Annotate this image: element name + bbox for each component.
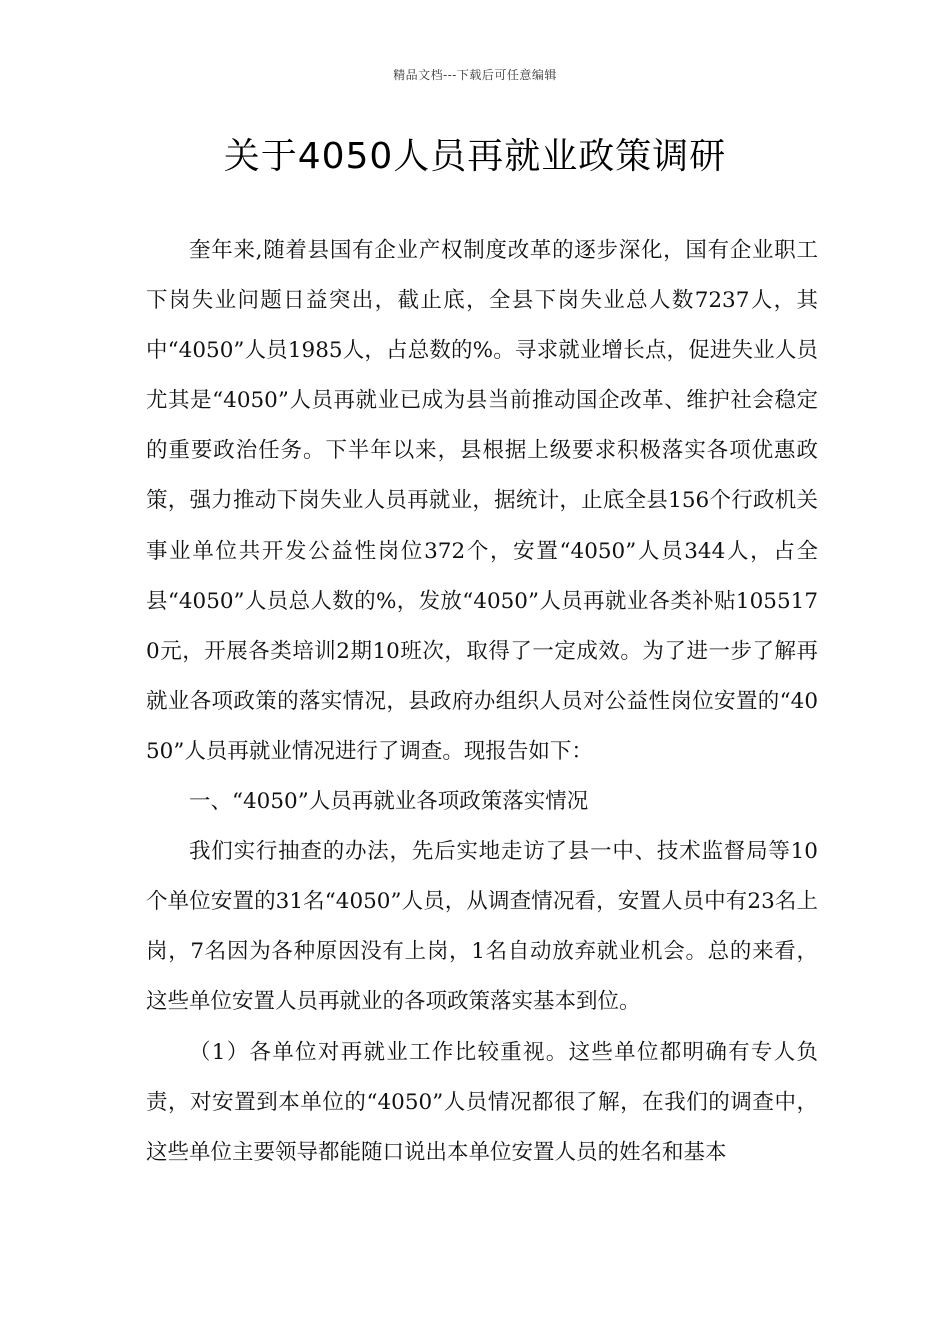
- paragraph-survey: 我们实行抽查的办法，先后实地走访了县一中、技术监督局等10个单位安置的31名“4050”人员，从调查情况看，安置人员中有23名上岗，7名因为各种原因没有上岗，1名自动放弃就业机会。总的来看，这些单位安置人员再就业的各项政策落实基本到位。: [146, 839, 818, 1015]
- document-title: 关于4050人员再就业政策调研: [223, 136, 727, 177]
- document-body: [146, 226, 818, 1178]
- paragraph-point-1: （1）各单位对再就业工作比较重视。这些单位都明确有专人负责，对安置到本单位的“4050”人员情况都很了解，在我们的调查中，这些单位主要领导都能随口说出本单位安置人员的姓名和基本: [146, 1039, 818, 1165]
- section-heading-1: 一、“4050”人员再就业各项政策落实情况: [189, 789, 589, 815]
- page-header-note: 精品文档---下载后可任意编辑: [393, 68, 557, 82]
- paragraph-intro: 奎年来,随着县国有企业产权制度改革的逐步深化，国有企业职工下岗失业问题日益突出，截止底，全县下岗失业总人数7237人，其中“4050”人员1985人，占总数的%。寻求就业增长点，促进失业人员尤其是“4050”人员再就业已成为县当前推动国企改革、维护社会稳定的重要政治任务。下半年以来，县根据上级要求积极落实各项优惠政策，强力推动下岗失业人员再就业，据统计，止底全县156个行政机关事业单位共开发公益性岗位372个，安置“4050”人员344人，占全县“4050”人员总人数的%，发放“4050”人员再就业各类补贴1055170元，开展各类培训2期10班次，取得了一定成效。为了进一步了解再就业各项政策的落实情况，县政府办组织人员对公益性岗位安置的“4050”人员再就业情况进行了调查。现报告如下：: [146, 238, 818, 764]
